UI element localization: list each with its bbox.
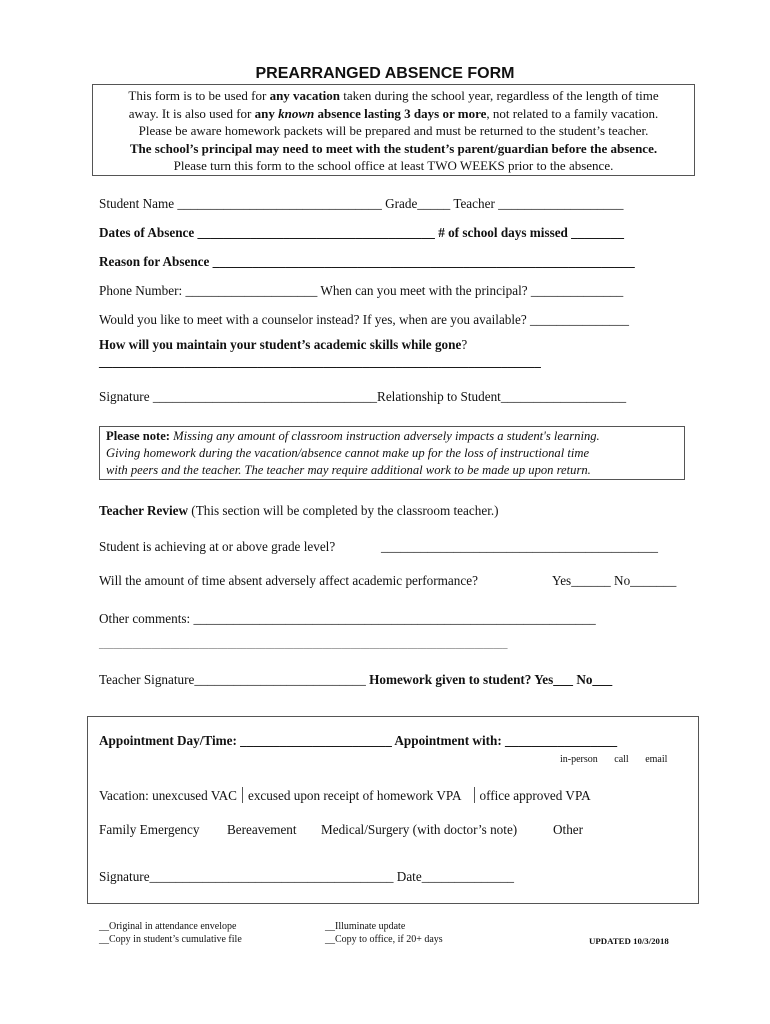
instructions-box [92,84,695,176]
maintain-skills-question: How will you maintain your student’s academic skills while gone? [99,337,468,352]
teacher-signature-field[interactable]: Teacher Signature__________________________ Homework given to student? Yes___ No___ [99,672,613,687]
dates-of-absence-field[interactable]: Dates of Absence ____________________________________ # of school days missed ________ [99,225,624,240]
instructions-line-5: Please turn this form to the school office at least TWO WEEKS prior to the absence. [173,158,614,174]
option-office-approved-vpa[interactable]: office approved VPA [479,788,591,803]
option-in-person[interactable]: in-person [560,754,598,765]
counselor-field[interactable]: Would you like to meet with a counselor instead? If yes, when are you available? _______________ [99,312,629,327]
instructions-line-3: Please be aware homework packets will be prepared and must be returned to the student’s teacher. [138,123,649,139]
instructions-line-2: away. It is also used for any known absence lasting 3 days or more, not related to a family vacation. [128,105,659,121]
option-call[interactable]: call [614,754,629,765]
instructions-line-4: The school’s principal may need to meet with the student’s parent/guardian before the absence. [129,140,658,156]
option-family-emergency[interactable]: Family Emergency [99,822,200,837]
adverse-effect-question: Will the amount of time absent adversely affect academic performance? [99,573,478,588]
updated-date: UPDATED 10/3/2018 [589,936,669,946]
option-bereavement[interactable]: Bereavement [227,822,297,837]
appointment-field[interactable]: Appointment Day/Time: _______________________ Appointment with: _________________ [99,733,618,748]
please-note-box: Please note: Missing any amount of classroom instruction adversely impacts a student's learning. Giving homework during the vacation/absence cannot make up for the loss of instructional time with peers and the teacher. The teacher may require additional work to be made up upon return. [99,426,685,480]
footer-illuminate-update[interactable]: __Illuminate update [325,921,406,932]
office-signature-date-field[interactable]: Signature_____________________________________ Date______________ [99,869,515,884]
option-other[interactable]: Other [553,822,584,837]
other-comments-field[interactable]: Other comments: _____________________________________________________________ [99,611,596,626]
separator [474,787,475,803]
student-name-field[interactable]: Student Name _______________________________ Grade_____ Teacher ___________________ [99,196,624,211]
appointment-type-options [560,754,667,765]
option-unexcused-vac[interactable]: Vacation: unexcused VAC [99,788,237,803]
phone-number-field[interactable]: Phone Number: ____________________ When can you meet with the principal? ______________ [99,283,624,298]
maintain-skills-line[interactable]: ___________________________________________________________________ [99,354,541,369]
separator [242,787,243,803]
signature-relationship-field[interactable]: Signature __________________________________Relationship to Student___________________ [99,389,627,404]
teacher-review-heading: Teacher Review (This section will be completed by the classroom teacher.) [99,503,499,518]
vacation-type-options [99,787,591,804]
option-excused-vpa[interactable]: excused upon receipt of homework VPA [247,788,462,803]
option-email[interactable]: email [645,754,668,765]
footer-original-envelope[interactable]: __Original in attendance envelope [99,921,237,932]
footer-copy-cumulative[interactable]: __Copy in student’s cumulative file [99,934,242,945]
other-comments-line[interactable]: ______________________________________________________________________________________ [99,641,508,651]
grade-level-question: Student is achieving at or above grade level? [99,539,336,554]
reason-field[interactable]: Reason for Absence ________________________________________________________________ [99,254,635,269]
adverse-effect-yes-no[interactable]: Yes______ No_______ [552,573,677,588]
instructions-line-1: This form is to be used for any vacation taken during the school year, regardless of the length of time [128,88,659,103]
page-title: PREARRANGED ABSENCE FORM [255,65,515,82]
option-medical-surgery[interactable]: Medical/Surgery (with doctor’s note) [321,822,518,837]
grade-level-answer-field[interactable]: __________________________________________ [381,539,658,554]
footer-copy-to-office[interactable]: __Copy to office, if 20+ days [325,934,443,945]
